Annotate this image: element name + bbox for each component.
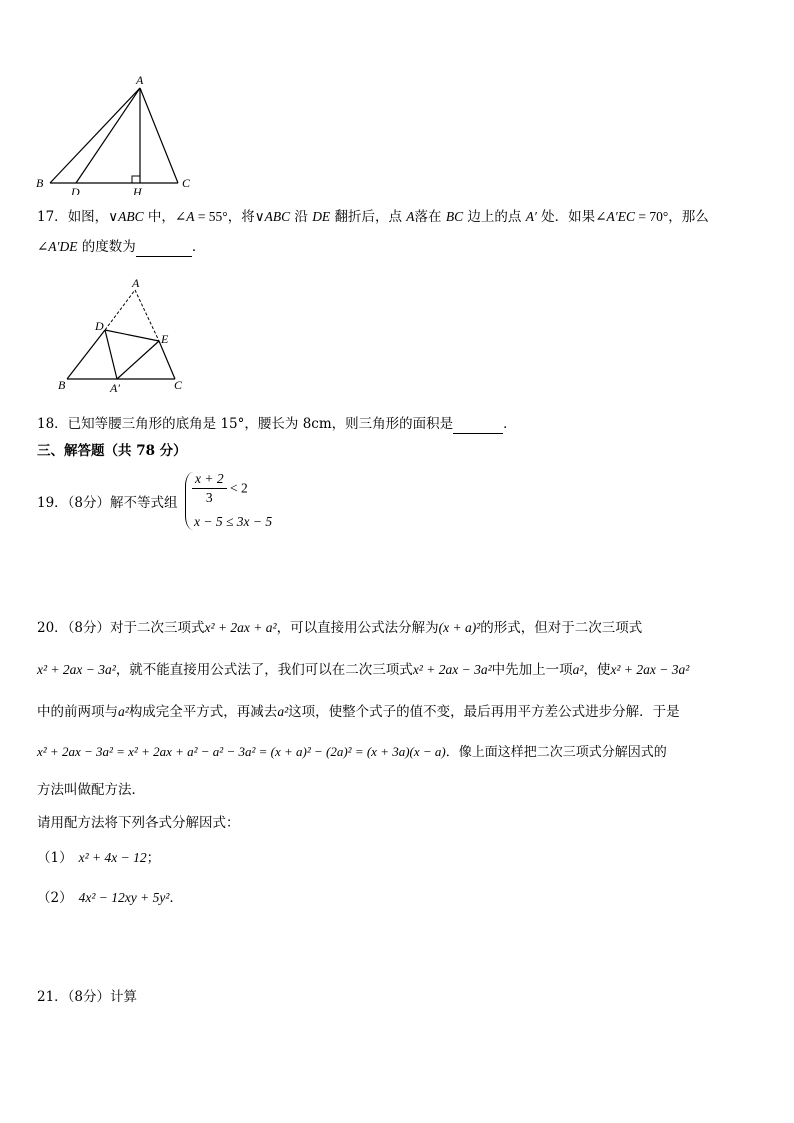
q20-l2-poly: x² + 2ax − 3a² <box>37 662 116 677</box>
section3-title: 三、解答题（共 78 分） <box>37 443 187 459</box>
q18-line <box>37 415 517 434</box>
q19-ineq2: x − 5 ≤ 3x − 5 <box>194 514 273 529</box>
q17-line2 <box>37 238 205 257</box>
q17-point-a: A <box>406 209 415 224</box>
q17-line2-angle: ∠A′DE <box>37 239 78 254</box>
q19-frac-num: x + 2 <box>192 470 227 489</box>
q20-l2-a: ，就不能直接用公式法了，我们可以在二次三项式 <box>115 662 413 678</box>
figure-folded-triangle <box>55 276 195 396</box>
fig1-label-d: D <box>71 185 80 195</box>
q20-p2-end: ． <box>169 890 183 906</box>
q19-ineq1-rhs: < 2 <box>226 480 248 496</box>
triangle-symbol-2: ∨ <box>254 209 265 224</box>
q20-l2-c: ，使 <box>583 662 611 678</box>
q17-angle2-val: = 70° <box>634 209 669 224</box>
q19-prefix: 19．（8分）解不等式组 <box>37 495 178 511</box>
q20-p1-end: ； <box>146 850 161 866</box>
fig1-label-c: C <box>182 176 191 190</box>
q17-text-c: ，将 <box>227 209 255 225</box>
q20-l3-a: 中的前两项与 <box>37 704 118 720</box>
q20-l1-a: 20．（8分）对于二次三项式 <box>37 620 205 636</box>
q20-p2-expr: 4x² − 12xy + 5y² <box>78 890 170 905</box>
fig2-label-d: D <box>95 319 104 333</box>
q20-l4-eq: x² + 2ax − 3a² = x² + 2ax + a² − a² − 3a² = (x + a)² − (2a)² = (x + 3a)(x − a) <box>37 744 446 759</box>
q17-text-a: 如图， <box>67 209 109 225</box>
q17-text-d: 沿 <box>290 209 313 225</box>
q20-line3 <box>37 703 680 721</box>
q17-de: DE <box>312 209 331 224</box>
q17-answer-blank[interactable] <box>136 238 192 257</box>
q18-end: ． <box>503 416 517 432</box>
q20-p1-expr: x² + 4x − 12 <box>78 850 147 865</box>
q17-line2-text: 的度数为 <box>77 239 136 255</box>
angle-symbol: ∠ <box>174 209 187 224</box>
q20-line5: 方法叫做配方法． <box>37 782 145 798</box>
fig2-label-c: C <box>174 378 183 392</box>
q17-text-b: 中， <box>143 209 175 225</box>
fig1-label-a: A <box>136 73 144 87</box>
fig1-label-h: H <box>133 185 142 195</box>
q20-line1 <box>37 619 642 637</box>
q17-angle2: ∠A′EC <box>595 209 635 224</box>
q18-answer-blank[interactable] <box>453 415 503 434</box>
q17-a-prime: A′ <box>525 209 537 224</box>
q20-l1-c: 的形式，但对于二次三项式 <box>480 620 643 636</box>
q17-text-g: 边上的点 <box>463 209 526 225</box>
q17-abc-2: ABC <box>264 209 291 224</box>
q20-line6: 请用配方法将下列各式分解因式： <box>37 815 240 831</box>
q20-l2-term: a² <box>572 662 584 677</box>
fig2-label-b: B <box>58 378 66 392</box>
q20-l2-poly3: x² + 2ax − 3a² <box>610 662 690 677</box>
q20-l1-sq: (x + a)² <box>438 620 481 635</box>
q19-frac-den: 3 <box>205 490 213 505</box>
q17-text-f: 落在 <box>414 209 446 225</box>
q17-abc: ABC <box>118 209 144 224</box>
q20-part2 <box>37 889 183 907</box>
q20-line4 <box>37 743 667 762</box>
q20-l3-term2: a² <box>277 704 289 719</box>
q17-text-h: 处．如果 <box>536 209 596 225</box>
q17-angle-var: A <box>186 209 195 224</box>
triangle-symbol: ∨ <box>108 209 119 224</box>
q20-line2 <box>37 661 689 679</box>
q20-p2-label: （2） <box>37 890 73 906</box>
fig1-label-b: B <box>36 176 44 190</box>
q17-text-i: ，那么 <box>668 209 709 225</box>
q17-text-e: 翻折后，点 <box>330 209 407 225</box>
q19-fraction <box>192 470 227 507</box>
q17-end: ． <box>191 239 206 255</box>
q17-bc: BC <box>445 209 464 224</box>
q20-l3-term: a² <box>118 704 129 719</box>
q20-p1-label: （1） <box>37 850 73 866</box>
q17-number: 17． <box>37 209 68 225</box>
q20-part1 <box>37 849 160 867</box>
q20-l1-poly: x² + 2ax + a² <box>204 620 277 635</box>
q20-l4-tail: ．像上面这样把二次三项式分解因式的 <box>445 745 667 760</box>
q21-line: 21．（8分）计算 <box>37 989 138 1005</box>
q20-l2-b: 中先加上一项 <box>491 662 573 678</box>
figure-triangle-abh <box>30 70 205 195</box>
q20-l1-b: ，可以直接用公式法分解为 <box>276 620 439 636</box>
fig2-label-a-prime: A′ <box>110 381 120 395</box>
q17-angle-val: = 55° <box>194 209 228 224</box>
q19-ineq1 <box>192 470 248 507</box>
q18-text: 18．已知等腰三角形的底角是 15°，腰长为 8cm，则三角形的面积是 <box>37 416 454 432</box>
fig2-label-e: E <box>161 332 169 346</box>
q20-l3-c: 这项，使整个式子的值不变，最后再用平方差公式进步分解．于是 <box>288 704 680 720</box>
q20-l3-b: 构成完全平方式，再减去 <box>128 704 278 720</box>
q20-l2-poly2: x² + 2ax − 3a² <box>412 662 492 677</box>
fig2-label-a: A <box>132 276 140 290</box>
q17-line1 <box>37 208 709 226</box>
